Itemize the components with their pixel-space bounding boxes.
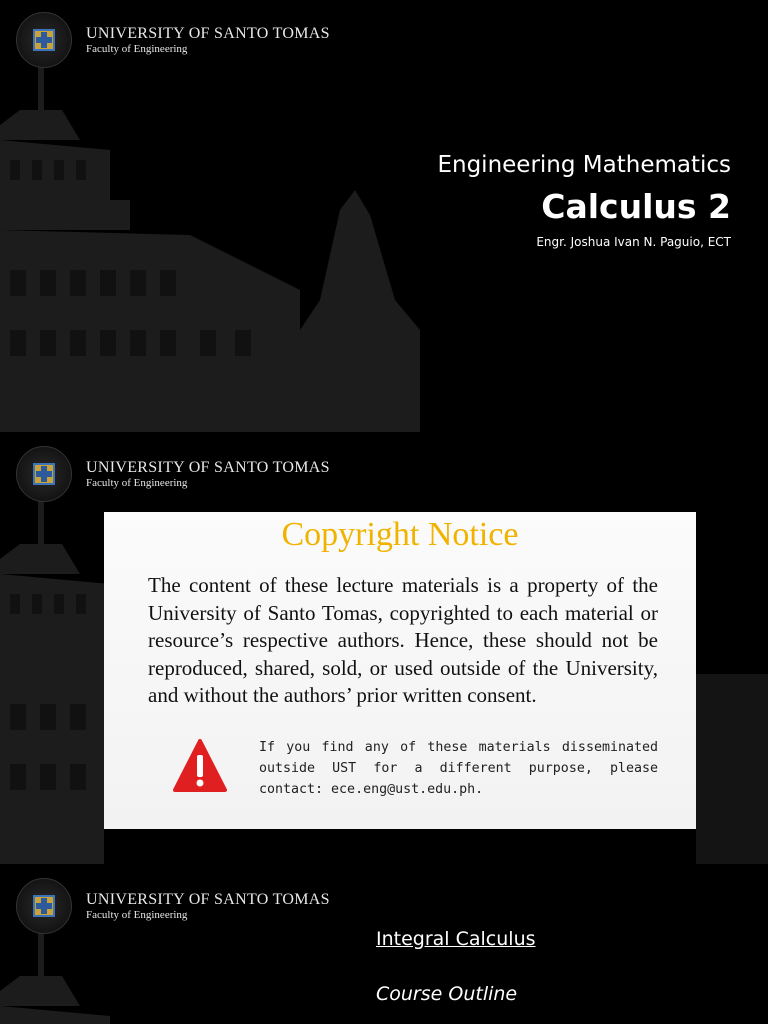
university-seal-icon [16, 878, 72, 934]
faculty-name: Faculty of Engineering [86, 908, 188, 921]
university-name: UNIVERSITY OF SANTO TOMAS [86, 24, 330, 42]
university-name: UNIVERSITY OF SANTO TOMAS [86, 458, 330, 476]
slide-copyright [0, 434, 768, 864]
slide-title [0, 0, 768, 432]
university-header [16, 12, 330, 68]
faculty-name: Faculty of Engineering [86, 42, 188, 55]
university-header [16, 878, 330, 934]
university-name-block [86, 459, 330, 490]
notice-body: The content of these lecture materials is a property of the University of Santo Tomas, copyrighted to each material or resource’s respective authors. Hence, these should not be reproduced, shared, sold, or used outside of the University, and without the authors’ prior written consent. [148, 573, 658, 707]
faculty-name: Faculty of Engineering [86, 476, 188, 489]
notice-title: Copyright Notice [281, 516, 519, 553]
integral-calculus-link[interactable]: Integral Calculus [376, 928, 536, 950]
warning-triangle-icon [172, 738, 228, 794]
university-seal-icon [16, 446, 72, 502]
slide-course [0, 866, 768, 1024]
author-name: Engr. Joshua Ivan N. Paguio, ECT [536, 235, 731, 249]
university-seal-icon [16, 12, 72, 68]
university-name: UNIVERSITY OF SANTO TOMAS [86, 890, 330, 908]
university-name-block [86, 25, 330, 56]
university-name-block [86, 891, 330, 922]
university-header [16, 446, 330, 502]
contact-text: If you find any of these materials disseminated outside UST for a different purpose, please contact: ece.eng@ust.edu.ph. [259, 740, 658, 797]
course-outline-heading: Course Outline [376, 983, 518, 1005]
course-subtitle: Engineering Mathematics [437, 152, 731, 178]
course-title: Calculus 2 [541, 187, 731, 226]
copyright-notice-panel [104, 512, 696, 829]
